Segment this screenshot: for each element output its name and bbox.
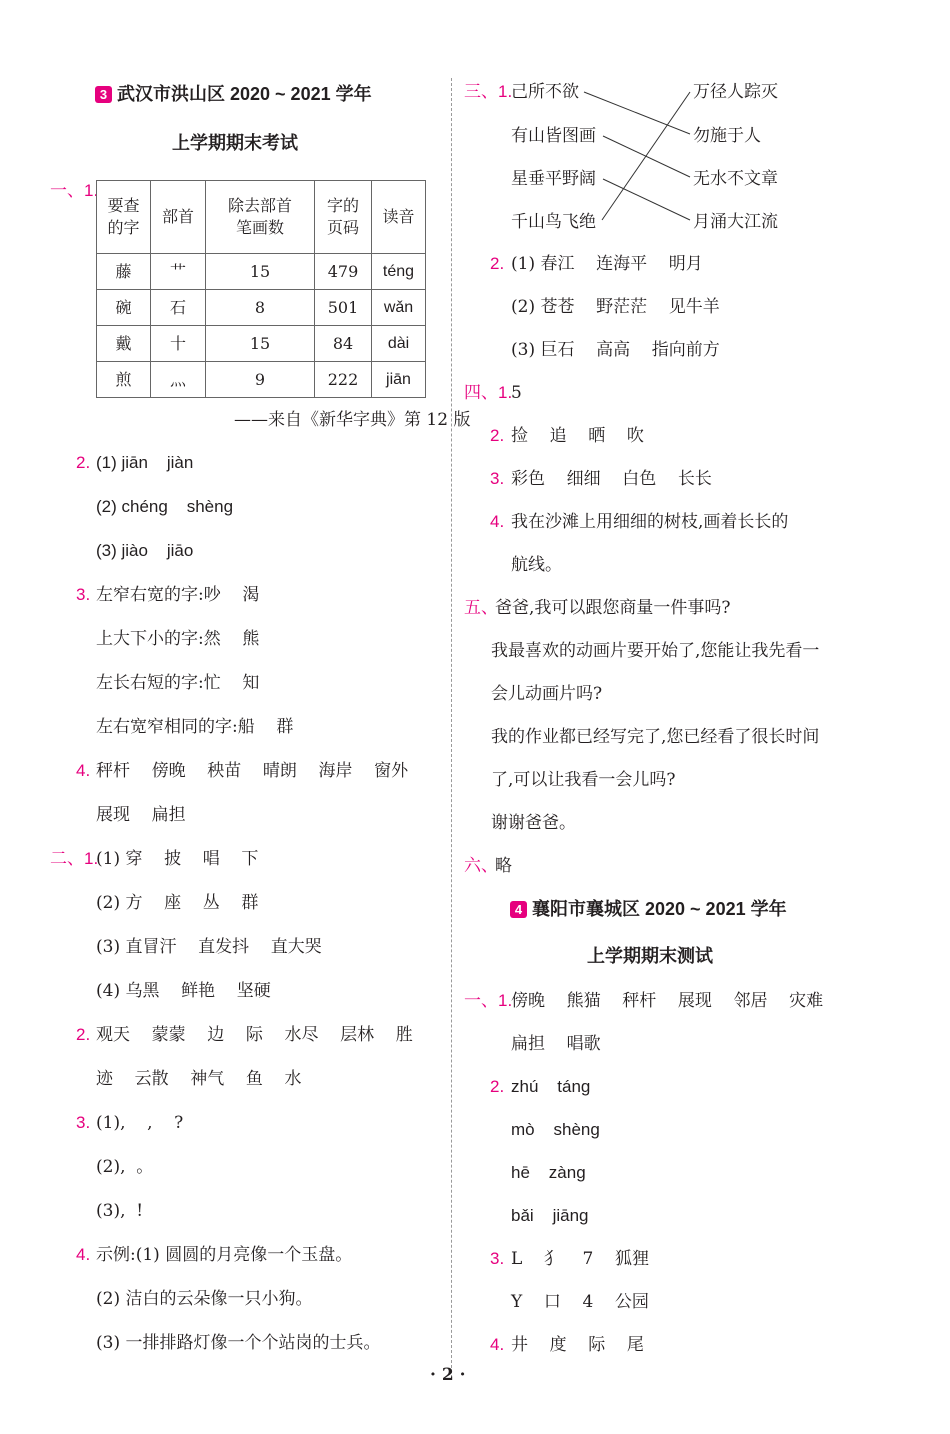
table-row — [97, 326, 426, 362]
table-cell: 222 — [315, 362, 372, 398]
section-3-badge: 3 — [95, 86, 112, 103]
match-left-item: 千山鸟飞绝 — [511, 212, 596, 232]
table-cell: 煎 — [97, 362, 151, 398]
answer-line: 了,可以让我看一会儿吗? — [491, 770, 676, 790]
q2-number: 2. — [490, 1077, 505, 1096]
answer-line: 会儿动画片吗? — [491, 684, 603, 704]
section-2-number: 二、1. — [50, 849, 99, 868]
table-cell: 9 — [206, 362, 315, 398]
table-cell: 十 — [151, 326, 206, 362]
table-cell: 碗 — [97, 290, 151, 326]
table-cell: jiān — [372, 362, 426, 398]
match-right-item: 月涌大江流 — [693, 212, 778, 232]
answer-line: 略 — [495, 856, 512, 876]
section-4-subtitle: 上学期期末测试 — [587, 946, 713, 966]
header-char: 要查 的字 — [107, 196, 140, 237]
answer-line: L 犭 7 狐狸 — [511, 1249, 649, 1269]
answer-line: 左右宽窄相同的字:船 群 — [96, 717, 294, 737]
answer-line: 5 — [511, 383, 522, 403]
table-cell: téng — [372, 254, 426, 290]
match-line — [603, 136, 690, 177]
answer-line: (3) jiào jiāo — [96, 541, 194, 560]
answer-line: (2) chéng shèng — [96, 497, 234, 516]
table-cell: 479 — [315, 254, 372, 290]
answer-line: 秤杆 傍晚 秧苗 晴朗 海岸 窗外 — [96, 761, 409, 781]
dictionary-source: ——来自《新华字典》第 12 版 — [234, 410, 471, 430]
q3-number: 3. — [490, 1249, 505, 1268]
answer-line: mò shèng — [511, 1120, 600, 1139]
answer-line: (4) 乌黑 鲜艳 坚硬 — [96, 981, 271, 1001]
q2-number: 2. — [490, 426, 505, 445]
section-3-subtitle: 上学期期末考试 — [172, 133, 298, 153]
answer-line: 我的作业都已经写完了,您已经看了很长时间 — [491, 727, 820, 747]
match-line — [602, 92, 690, 220]
section-3-title-text: 武汉市洪山区 2020 ~ 2021 学年 — [117, 84, 372, 104]
section-4-number: 四、1. — [464, 383, 513, 402]
header-radical: 部首 — [161, 207, 194, 226]
match-left-item: 己所不欲 — [511, 82, 579, 102]
answer-line: (1) jiān jiàn — [96, 453, 194, 472]
table-cell: 藤 — [97, 254, 151, 290]
answer-line: 展现 扁担 — [96, 805, 186, 825]
match-line — [584, 92, 690, 134]
column-divider — [451, 78, 452, 1378]
answer-line: 迹 云散 神气 鱼 水 — [96, 1069, 302, 1089]
table-cell: 15 — [206, 254, 315, 290]
answer-line: (1) 春江 连海平 明月 — [511, 254, 703, 274]
q4-number: 4. — [490, 512, 505, 531]
section-3-number: 三、1. — [464, 82, 513, 101]
answer-line: (2) 洁白的云朵像一只小狗。 — [96, 1289, 313, 1309]
answer-line: Y 口 4 公园 — [511, 1292, 649, 1312]
answer-line: 左长右短的字:忙 知 — [96, 673, 260, 693]
q3-number: 3. — [490, 469, 505, 488]
answer-line: hē zàng — [511, 1163, 586, 1182]
q4-number: 4. — [76, 1245, 91, 1264]
q4-number: 4. — [490, 1335, 505, 1354]
q3-number: 3. — [76, 585, 91, 604]
section-4-title-text: 襄阳市襄城区 2020 ~ 2021 学年 — [532, 899, 787, 919]
answer-line: (3) 巨石 高高 指向前方 — [511, 340, 720, 360]
table-cell: 501 — [315, 290, 372, 326]
table-cell: 8 — [206, 290, 315, 326]
answer-line: (3) 一排排路灯像一个个站岗的士兵。 — [96, 1333, 381, 1353]
header-pinyin: 读音 — [382, 207, 415, 226]
table-cell: wǎn — [372, 290, 426, 326]
answer-line: (3) 直冒汗 直发抖 直大哭 — [96, 937, 322, 957]
answer-line: (2), 。 — [96, 1157, 154, 1177]
q1-number: 一、1. — [50, 181, 99, 200]
table-cell: 84 — [315, 326, 372, 362]
match-right-item: 无水不文章 — [693, 169, 778, 189]
answer-line: (1) 穿 披 唱 下 — [96, 849, 259, 869]
answer-line: 傍晚 熊猫 秤杆 展现 邻居 灾难 — [511, 991, 824, 1011]
answer-line: (2) 方 座 丛 群 — [96, 893, 259, 913]
table-row — [97, 290, 426, 326]
answer-line: 观天 蒙蒙 边 际 水尽 层林 胜 — [96, 1025, 413, 1045]
answer-line: 我在沙滩上用细细的树枝,画着长长的 — [511, 512, 789, 532]
section-6-number: 六、 — [464, 856, 498, 875]
answer-line: (3), ! — [96, 1201, 144, 1221]
match-left-item: 星垂平野阔 — [511, 169, 596, 189]
answer-line: 上大下小的字:然 熊 — [96, 629, 260, 649]
q2-number: 2. — [76, 1025, 91, 1044]
answer-line: 扁担 唱歌 — [511, 1034, 601, 1054]
q2-number: 2. — [490, 254, 505, 273]
answer-line: 左窄右宽的字:吵 渴 — [96, 585, 260, 605]
section-5-number: 五、 — [464, 598, 498, 617]
header-strokes: 除去部首 笔画数 — [227, 196, 292, 237]
match-right-item: 勿施于人 — [693, 126, 761, 146]
answer-line: 谢谢爸爸。 — [491, 813, 576, 833]
table-cell: 戴 — [97, 326, 151, 362]
table-cell: 15 — [206, 326, 315, 362]
answer-line: 示例:(1) 圆圆的月亮像一个玉盘。 — [96, 1245, 353, 1265]
answer-line: 彩色 细细 白色 长长 — [511, 469, 712, 489]
answer-line: (1), , ? — [96, 1113, 184, 1133]
q3-number: 3. — [76, 1113, 91, 1132]
matching-lines — [0, 0, 950, 260]
page-number: · 2 · — [430, 1365, 466, 1385]
table-cell: 艹 — [151, 254, 206, 290]
table-cell: 灬 — [151, 362, 206, 398]
section-4-title — [510, 898, 787, 920]
table-cell: 石 — [151, 290, 206, 326]
answer-line: bǎi jiāng — [511, 1206, 589, 1225]
section-4-badge: 4 — [510, 901, 527, 918]
q4-number: 4. — [76, 761, 91, 780]
answer-line: 井 度 际 尾 — [511, 1335, 644, 1355]
match-right-item: 万径人踪灭 — [693, 82, 778, 102]
table-row — [97, 362, 426, 398]
answer-line: 我最喜欢的动画片要开始了,您能让我先看一 — [491, 641, 820, 661]
answer-line: zhú táng — [511, 1077, 591, 1096]
answer-line: 捡 追 晒 吹 — [511, 426, 644, 446]
table-cell: dài — [372, 326, 426, 362]
match-left-item: 有山皆图画 — [511, 126, 596, 146]
answer-line: 航线。 — [511, 555, 562, 575]
answer-line: 爸爸,我可以跟您商量一件事吗? — [495, 598, 731, 618]
q1-number: 一、1. — [464, 991, 513, 1010]
header-page: 字的 页码 — [326, 196, 359, 237]
answer-line: (2) 苍苍 野茫茫 见牛羊 — [511, 297, 720, 317]
q2-number: 2. — [76, 453, 91, 472]
